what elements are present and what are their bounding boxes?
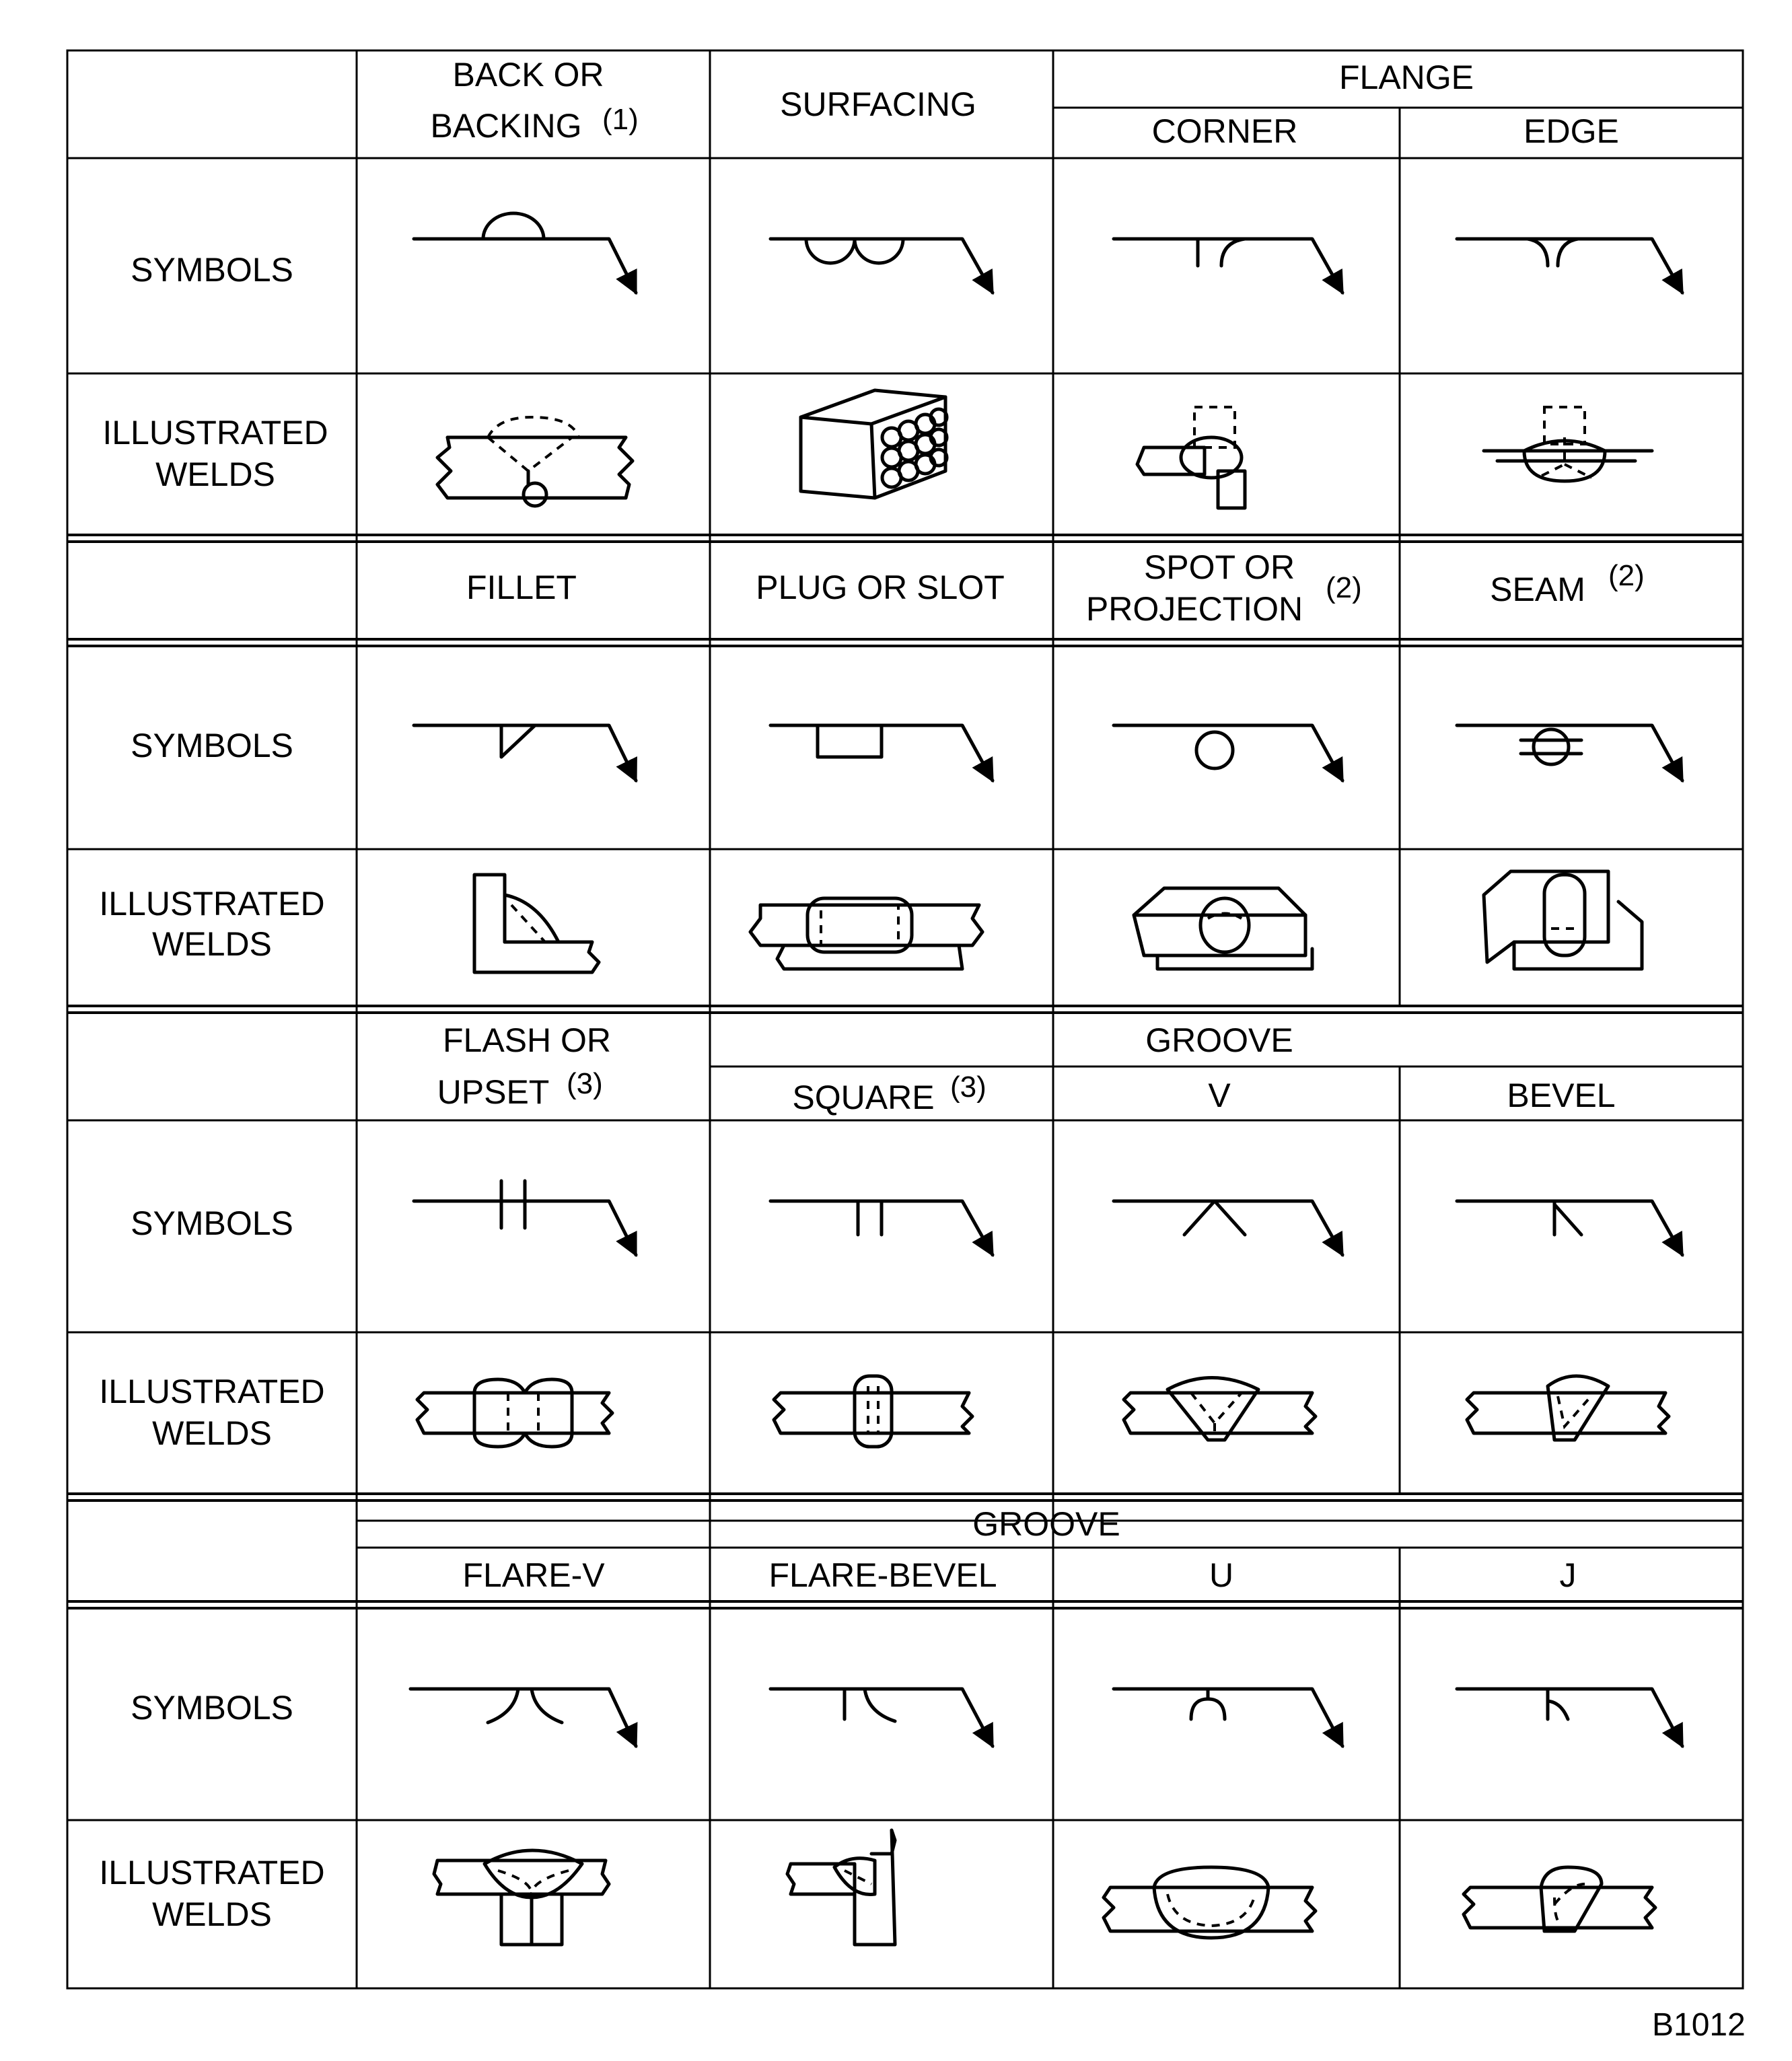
section2-headers (466, 548, 1645, 628)
header-fillet: FILLET (466, 569, 577, 606)
header-spot-note: (2) (1326, 571, 1362, 604)
symbol-back-or-backing (414, 213, 636, 293)
header-spot-line1: SPOT OR (1143, 548, 1295, 586)
weld-illustration-groove-bevel (1467, 1376, 1669, 1440)
header-back-line1: BACK OR (452, 56, 604, 94)
header-square: SQUARE (792, 1079, 935, 1116)
weld-illustration-groove-j (1464, 1867, 1655, 1931)
row-label-symbols: SYMBOLS (131, 1689, 293, 1727)
weld-illustration-flash-or-upset (417, 1379, 612, 1447)
header-surfacing: SURFACING (780, 85, 976, 123)
weld-illustration-groove-flare-v (434, 1850, 609, 1945)
row-label-illustrated: ILLUSTRATED (99, 1373, 325, 1410)
header-seam: SEAM (1490, 571, 1585, 608)
header-back-line2: BACKING (430, 107, 582, 145)
symbol-groove-j (1457, 1689, 1682, 1746)
header-flare-v: FLARE-V (462, 1556, 605, 1594)
weld-illustration-groove-square (774, 1376, 972, 1447)
weld-illustration-flange-edge (1484, 407, 1652, 481)
header-bevel: BEVEL (1507, 1077, 1616, 1114)
symbol-groove-bevel (1457, 1201, 1682, 1255)
row-label-welds: WELDS (152, 1895, 272, 1933)
header-spot-line2: PROJECTION (1085, 590, 1303, 628)
header-seam-note: (2) (1608, 559, 1645, 592)
header-v: V (1208, 1077, 1231, 1114)
header-flash-line1: FLASH OR (442, 1021, 612, 1059)
symbol-flange-edge (1457, 239, 1682, 293)
row-label-welds: WELDS (152, 1414, 272, 1452)
weld-illustration-surfacing (801, 390, 947, 498)
header-edge: EDGE (1524, 112, 1619, 150)
header-groove: GROOVE (1145, 1021, 1293, 1059)
row-label-symbols: SYMBOLS (131, 727, 293, 764)
weld-illustration-seam (1484, 871, 1642, 969)
header-corner: CORNER (1151, 112, 1298, 150)
weld-illustration-groove-flare-bevel (787, 1830, 895, 1945)
header-u: U (1209, 1556, 1234, 1594)
row-label-illustrated: ILLUSTRATED (102, 414, 328, 451)
symbol-spot-or-projection (1114, 725, 1342, 781)
header-flash-line2: UPSET (437, 1073, 550, 1111)
row-label-symbols: SYMBOLS (131, 251, 293, 289)
header-square-note: (3) (950, 1071, 987, 1104)
section4-headers (462, 1505, 1576, 1594)
section1-headers (430, 56, 1618, 150)
weld-illustration-back-or-backing (437, 417, 633, 506)
symbol-flash-or-upset (414, 1181, 636, 1255)
symbol-groove-square (770, 1201, 993, 1255)
symbol-surfacing (770, 239, 993, 293)
weld-illustration-groove-u (1104, 1867, 1316, 1938)
header-back-note: (1) (602, 103, 639, 136)
figure-code: B1012 (1652, 2007, 1746, 2043)
weld-illustration-groove-v (1124, 1378, 1316, 1441)
row-labels (99, 251, 328, 1933)
row-label-illustrated: ILLUSTRATED (99, 1854, 325, 1891)
header-j: J (1559, 1556, 1577, 1594)
row-label-welds: WELDS (152, 925, 272, 963)
weld-illustration-fillet (474, 875, 599, 972)
weld-illustration-spot-or-projection (1134, 888, 1312, 969)
header-groove: GROOVE (972, 1505, 1120, 1543)
symbol-fillet (414, 725, 636, 781)
weld-illustration-plug-or-slot (750, 898, 982, 969)
table-grid (67, 50, 1743, 1988)
symbol-groove-flare-v (410, 1689, 636, 1746)
header-flash-note: (3) (567, 1067, 603, 1100)
symbol-seam (1457, 725, 1682, 781)
row-label-illustrated: ILLUSTRATED (99, 885, 325, 923)
weld-illustration-flange-corner (1137, 407, 1245, 508)
row-label-welds: WELDS (155, 456, 275, 493)
symbol-groove-u (1114, 1689, 1342, 1746)
symbol-groove-flare-bevel (770, 1689, 993, 1746)
symbol-flange-corner (1114, 239, 1342, 293)
header-flare-bevel: FLARE-BEVEL (768, 1556, 997, 1594)
row-label-symbols: SYMBOLS (131, 1204, 293, 1242)
header-flange: FLANGE (1338, 59, 1474, 96)
header-plug-or-slot: PLUG OR SLOT (756, 569, 1005, 606)
symbol-plug-or-slot (770, 725, 993, 781)
section3-headers (437, 1021, 1616, 1116)
symbol-groove-v (1114, 1201, 1342, 1255)
